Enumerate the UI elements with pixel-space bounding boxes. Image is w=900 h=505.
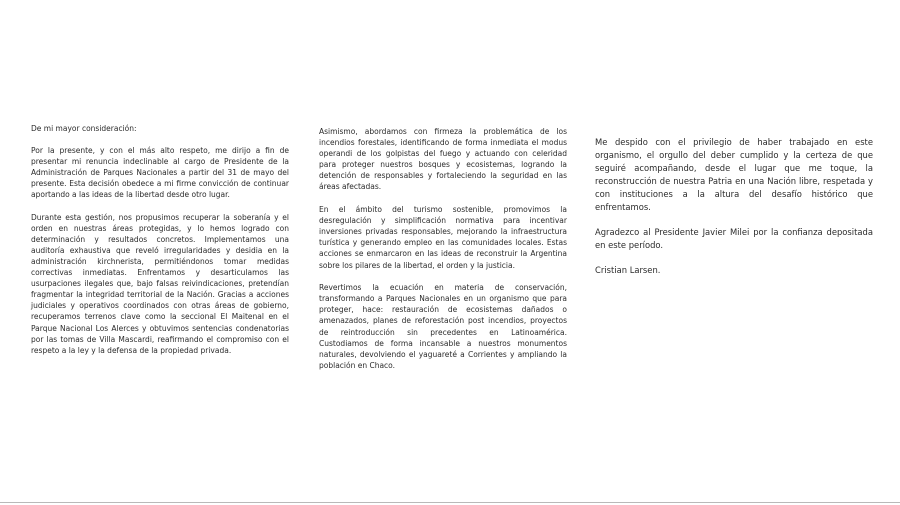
- signature: Cristian Larsen.: [595, 265, 661, 276]
- management-paragraph: Durante esta gestión, nos propusimos recuperar la soberanía y el orden en nuestras áreas protegidas, y lo hemos logrado con determinación y resultados concretos. Implementamos una auditoría exhaustiva que reveló irregularidades y desidia en la administración kirchnerista, permitiéndonos tomar medidas correctivas inmediatas. Enfrentamos y desarticulamos las usurpaciones ilegales que, bajo falsas reivindicaciones, pretendían fragmentar la integridad territorial de la Nación. Gracias a acciones judiciales y operativos coordinados con otras áreas de gobierno, recuperamos terrenos clave como la seccional El Maitenal en el Parque Nacional Los Alerces y obtuvimos sentencias condenatorias por las tomas de Villa Mascardi, reafirmando el compromiso con el respeto a la ley y la defensa de la propiedad privada.: [31, 212, 289, 355]
- farewell-paragraph: Me despido con el privilegio de haber trabajado en este organismo, el orgullo del deber cumplido y la certeza de que seguiré acompañando, desde el lugar que me toque, la reconstrucción de nuestra Patria en una Nación libre, respetada y con instituciones a la altura del desafío histórico que enfrentamos.: [595, 137, 873, 212]
- conservation-paragraph: Revertimos la ecuación en materia de conservación, transformando a Parques Nacionales en un organismo que para proteger, hace: restauración de ecosistemas dañados o amenazados, planes de reforestación post incendios, proyectos de reintroducción sin precedentes en Latinoamérica. Custodiamos de forma incansable a nuestros monumentos naturales, devolviendo el yaguareté a Corrientes y ampliando la población en Chaco.: [319, 283, 567, 370]
- letter-column-1: [31, 123, 289, 356]
- salutation: De mi mayor consideración:: [31, 124, 137, 133]
- letter-column-3: [595, 136, 873, 277]
- bottom-divider: [0, 502, 900, 503]
- tourism-paragraph: En el ámbito del turismo sostenible, promovimos la desregulación y simplificación normativa para incentivar inversiones privadas responsables, mejorando la infraestructura turística y generando empleo en las comunidades locales. Estas acciones se enmarcaron en las ideas de reconstruir la Argentina sobre los pilares de la libertad, el orden y la justicia.: [319, 205, 567, 270]
- wildfires-paragraph: Asimismo, abordamos con firmeza la problemática de los incendios forestales, identificando de forma inmediata el modus operandi de los golpistas del fuego y actuando con celeridad para proteger nuestros bosques y ecosistemas, logrando la detención de responsables y fortaleciendo la seguridad en las áreas afectadas.: [319, 127, 567, 192]
- resignation-paragraph: Por la presente, y con el más alto respeto, me dirijo a fin de presentar mi renuncia indeclinable al cargo de Presidente de la Administración de Parques Nacionales a partir del 31 de mayo del presente. Esta decisión obedece a mi firme convicción de continuar aportando a las ideas de la libertad desde otro lugar.: [31, 146, 289, 200]
- thanks-paragraph: Agradezco al Presidente Javier Milei por la confianza depositada en este período.: [595, 226, 873, 250]
- letter-column-2: [319, 126, 567, 371]
